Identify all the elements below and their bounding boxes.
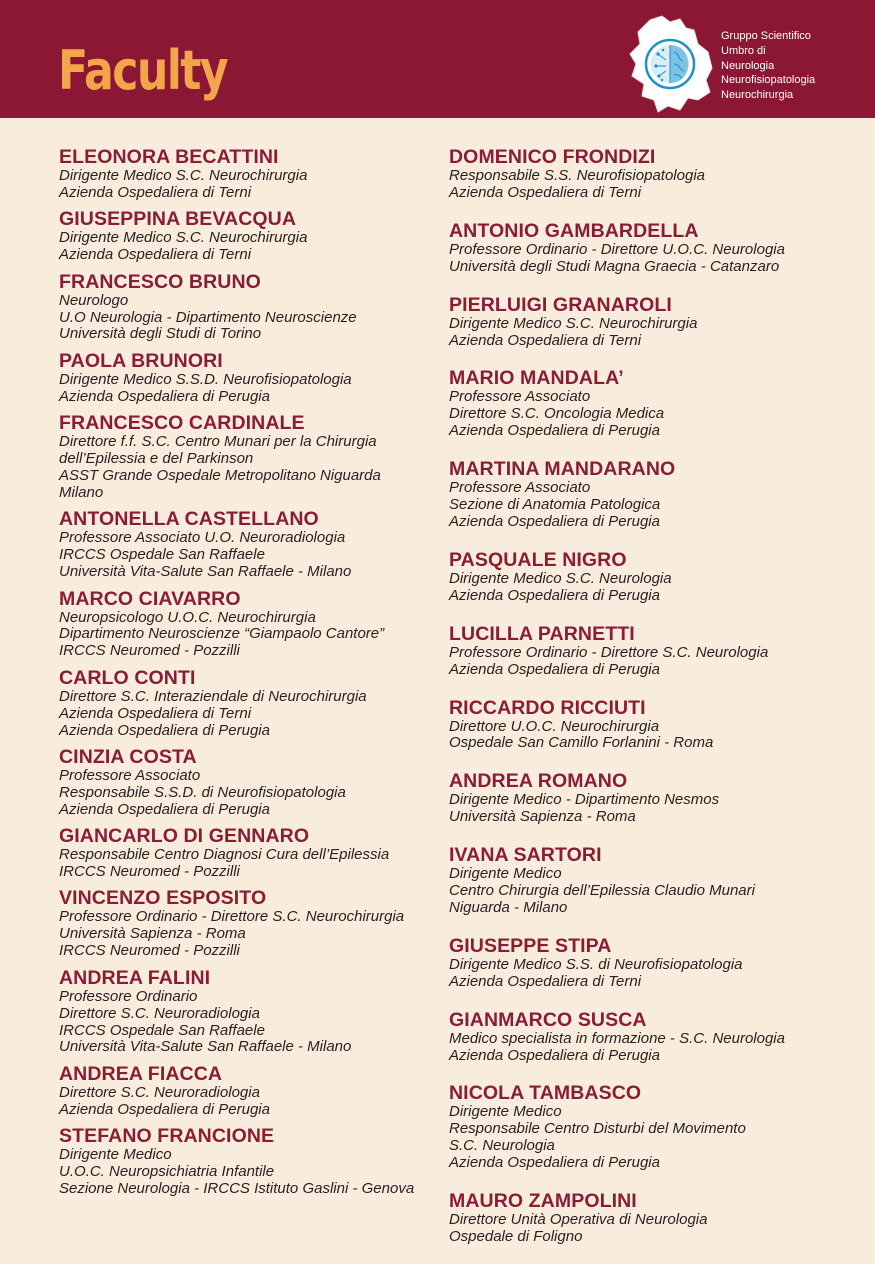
faculty-role-line: Centro Chirurgia dell’Epilessia Claudio Munari (449, 882, 755, 900)
faculty-name: ANDREA FALINI (59, 966, 211, 989)
faculty-role-line: Azienda Ospedaliera di Perugia (449, 586, 660, 604)
faculty-name: GIUSEPPINA BEVACQUA (59, 208, 297, 231)
faculty-role-line: Dirigente Medico S.C. Neurochirurgia (59, 167, 308, 184)
faculty-column-left (59, 146, 444, 1204)
faculty-role-line: Azienda Ospedaliera di Perugia (59, 387, 270, 405)
faculty-entry (449, 549, 869, 605)
faculty-role-line: Università Sapienza - Roma (59, 925, 246, 943)
faculty-entry (59, 412, 444, 502)
faculty-role-line: Azienda Ospedaliera di Perugia (59, 721, 270, 739)
faculty-role-line: Dipartimento Neuroscienze “Giampaolo Cantore” (59, 625, 385, 643)
faculty-role-line: Professore Ordinario - Direttore U.O.C. Neurologia (449, 240, 785, 258)
faculty-role-line: IRCCS Neuromed - Pozzilli (59, 863, 240, 881)
header-banner (0, 0, 875, 118)
faculty-role-line: Neurologo (59, 291, 129, 309)
faculty-entry (59, 887, 444, 960)
faculty-role-line: Università degli Studi Magna Graecia - Catanzaro (449, 257, 780, 275)
faculty-entry (449, 220, 869, 276)
faculty-role-line: IRCCS Neuromed - Pozzilli (59, 942, 240, 960)
faculty-role-line: Direttore S.C. Interaziendale di Neurochirurgia (59, 687, 367, 705)
faculty-role-line: Dirigente Medico (59, 1146, 172, 1164)
faculty-role-line: IRCCS Ospedale San Raffaele (59, 546, 265, 564)
faculty-role-line: Direttore S.C. Neuroradiologia (59, 1004, 260, 1022)
faculty-role-line: Milano (59, 483, 104, 501)
faculty-role-line: Professore Associato (449, 479, 591, 497)
faculty-entry (59, 208, 444, 264)
faculty-entry (449, 1009, 869, 1065)
faculty-role-line: Dirigente Medico S.C. Neurochirurgia (59, 229, 308, 247)
faculty-name: ELEONORA BECATTINI (59, 146, 279, 168)
faculty-role-line: Azienda Ospedaliera di Perugia (449, 660, 660, 678)
faculty-role-line: Professore Associato (449, 388, 591, 406)
faculty-role-line: Università Vita-Salute San Raffaele - Milano (59, 563, 352, 581)
organization-name (721, 29, 815, 103)
org-line: Neurologia (721, 59, 775, 72)
faculty-entry (449, 697, 869, 753)
faculty-role-line: Università degli Studi di Torino (59, 325, 262, 343)
faculty-name: VINCENZO ESPOSITO (59, 887, 267, 910)
faculty-entry (449, 367, 869, 440)
faculty-role-line: Dirigente Medico S.S. di Neurofisiopatologia (449, 955, 743, 973)
faculty-role-line: Medico specialista in formazione - S.C. Neurologia (449, 1029, 785, 1047)
faculty-role-line: Azienda Ospedaliera di Perugia (59, 800, 270, 818)
faculty-role-line: Responsabile Centro Diagnosi Cura dell’Epilessia (59, 846, 390, 864)
faculty-role-line: ASST Grande Ospedale Metropolitano Niguarda (59, 466, 381, 484)
faculty-entry (59, 271, 444, 344)
faculty-entry (59, 508, 444, 581)
faculty-name: MAURO ZAMPOLINI (449, 1190, 637, 1213)
faculty-name: CARLO CONTI (59, 666, 196, 689)
faculty-name: GIUSEPPE STIPA (449, 934, 612, 957)
faculty-role-line: Azienda Ospedaliera di Terni (449, 183, 642, 201)
faculty-name: ANTONIO GAMBARDELLA (449, 219, 699, 242)
faculty-role-line: Sezione di Anatomia Patologica (449, 496, 661, 514)
page-title: Faculty (58, 39, 228, 102)
org-line: Neurochirurgia (721, 89, 794, 102)
faculty-name: PAOLA BRUNORI (59, 349, 223, 372)
faculty-name: DOMENICO FRONDIZI (449, 146, 656, 168)
faculty-name: FRANCESCO BRUNO (59, 270, 261, 293)
faculty-name: CINZIA COSTA (59, 745, 197, 768)
faculty-role-line: Niguarda - Milano (449, 898, 568, 916)
faculty-role-line: Responsabile Centro Disturbi del Movimento (449, 1120, 746, 1138)
faculty-name: ANTONELLA CASTELLANO (59, 508, 319, 531)
faculty-entry (59, 1063, 444, 1119)
faculty-role-line: Azienda Ospedaliera di Perugia (59, 1100, 270, 1118)
faculty-role-line: U.O.C. Neuropsichiatria Infantile (59, 1163, 275, 1181)
faculty-name: MARIO MANDALA’ (449, 367, 624, 390)
faculty-column-right (449, 146, 869, 1264)
faculty-role-line: Ospedale San Camillo Forlanini - Roma (449, 734, 714, 752)
faculty-role-line: Dirigente Medico S.C. Neurologia (449, 569, 672, 587)
faculty-name: GIANCARLO DI GENNARO (59, 825, 310, 848)
faculty-role-line: Dirigente Medico S.C. Neurochirurgia (449, 314, 698, 332)
org-line: Umbro di (721, 44, 766, 57)
faculty-entry (449, 1190, 869, 1246)
faculty-entry (59, 746, 444, 819)
faculty-entry (449, 146, 869, 202)
faculty-entry (449, 294, 869, 350)
faculty-role-line: Direttore S.C. Neuroradiologia (59, 1083, 260, 1101)
faculty-role-line: Azienda Ospedaliera di Perugia (449, 422, 660, 440)
faculty-name: MARCO CIAVARRO (59, 587, 241, 610)
faculty-role-line: Sezione Neurologia - IRCCS Istituto Gaslini - Genova (59, 1179, 415, 1197)
faculty-entry (449, 1082, 869, 1172)
faculty-name: STEFANO FRANCIONE (59, 1125, 275, 1148)
faculty-role-line: Responsabile S.S.D. di Neurofisiopatologia (59, 783, 346, 801)
faculty-role-line: Dirigente Medico (449, 865, 562, 883)
faculty-name: MARTINA MANDARANO (449, 458, 676, 481)
faculty-role-line: Azienda Ospedaliera di Perugia (449, 1046, 660, 1064)
org-line: Gruppo Scientifico (721, 30, 811, 42)
faculty-entry (59, 825, 444, 881)
faculty-name: GIANMARCO SUSCA (449, 1008, 647, 1031)
faculty-role-line: Azienda Ospedaliera di Terni (59, 704, 252, 722)
faculty-role-line: Dirigente Medico (449, 1103, 562, 1121)
faculty-entry (59, 588, 444, 661)
faculty-entry (449, 770, 869, 826)
faculty-name: FRANCESCO CARDINALE (59, 412, 305, 435)
faculty-name: IVANA SARTORI (449, 844, 602, 867)
faculty-role-line: Responsabile S.S. Neurofisiopatologia (449, 167, 705, 184)
faculty-role-line: U.O Neurologia - Dipartimento Neuroscienze (59, 308, 357, 326)
faculty-entry (449, 458, 869, 531)
faculty-name: LUCILLA PARNETTI (449, 622, 635, 645)
faculty-entry (59, 667, 444, 740)
faculty-name: PIERLUIGI GRANAROLI (449, 293, 672, 316)
faculty-role-line: IRCCS Ospedale San Raffaele (59, 1021, 265, 1039)
faculty-role-line: Direttore S.C. Oncologia Medica (449, 405, 665, 423)
faculty-role-line: Azienda Ospedaliera di Terni (449, 331, 642, 349)
faculty-role-line: Professore Associato U.O. Neuroradiologia (59, 529, 346, 547)
faculty-role-line: Azienda Ospedaliera di Perugia (449, 512, 660, 530)
faculty-role-line: dell’Epilessia e del Parkinson (59, 450, 254, 468)
faculty-entry (59, 146, 444, 202)
faculty-name: PASQUALE NIGRO (449, 548, 627, 571)
faculty-role-line: Azienda Ospedaliera di Terni (449, 972, 642, 990)
faculty-role-line: Università Vita-Salute San Raffaele - Milano (59, 1038, 352, 1056)
org-line: Neurofisiopatologia (721, 74, 816, 87)
faculty-entry (449, 623, 869, 679)
faculty-role-line: IRCCS Neuromed - Pozzilli (59, 642, 240, 660)
faculty-role-line: Università Sapienza - Roma (449, 808, 636, 826)
faculty-role-line: Professore Associato (59, 766, 201, 784)
faculty-role-line: Dirigente Medico S.S.D. Neurofisiopatologia (59, 370, 352, 388)
faculty-name: RICCARDO RICCIUTI (449, 696, 646, 719)
faculty-name: NICOLA TAMBASCO (449, 1082, 642, 1105)
faculty-entry (59, 350, 444, 406)
faculty-entry (59, 1125, 444, 1198)
faculty-role-line: Professore Ordinario - Direttore S.C. Neurochirurgia (59, 908, 405, 926)
faculty-role-line: Azienda Ospedaliera di Terni (59, 246, 252, 264)
faculty-role-line: Ospedale di Foligno (449, 1228, 583, 1245)
faculty-entry (449, 935, 869, 991)
faculty-role-line: Neuropsicologo U.O.C. Neurochirurgia (59, 608, 316, 626)
faculty-role-line: Professore Ordinario - Direttore S.C. Neurologia (449, 643, 769, 661)
umbria-brain-logo-icon (628, 14, 714, 114)
faculty-role-line: Azienda Ospedaliera di Perugia (449, 1154, 660, 1172)
faculty-role-line: Professore Ordinario (59, 987, 198, 1005)
faculty-role-line: Direttore Unità Operativa di Neurologia (449, 1211, 708, 1229)
faculty-role-line: Azienda Ospedaliera di Terni (59, 183, 252, 201)
faculty-name: ANDREA FIACCA (59, 1062, 223, 1085)
faculty-role-line: S.C. Neurologia (449, 1137, 555, 1155)
faculty-role-line: Dirigente Medico - Dipartimento Nesmos (449, 791, 720, 809)
faculty-role-line: Direttore U.O.C. Neurochirurgia (449, 717, 660, 735)
faculty-role-line: Direttore f.f. S.C. Centro Munari per la Chirurgia (59, 433, 377, 451)
faculty-name: ANDREA ROMANO (449, 770, 628, 793)
faculty-entry (59, 967, 444, 1057)
faculty-entry (449, 844, 869, 917)
